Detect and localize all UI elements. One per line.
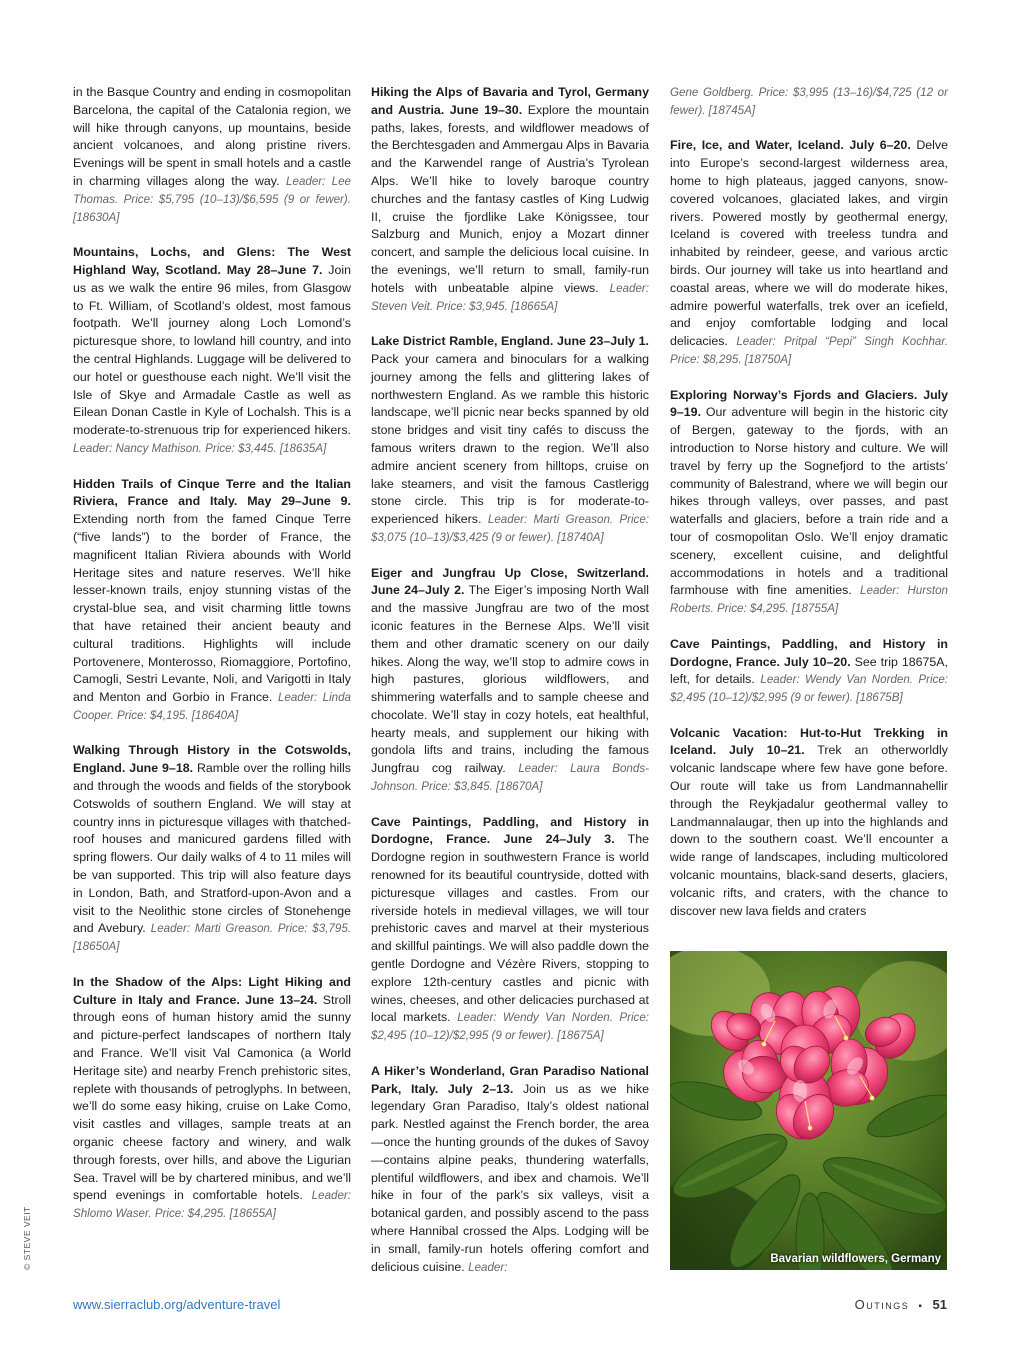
trip-entry bbox=[73, 84, 351, 226]
trip-entry bbox=[670, 137, 948, 368]
trip-title: Volcanic Vacation: Hut-to-Hut Trekking in Iceland. July 10–21. bbox=[670, 725, 948, 758]
trip-title: Cave Paintings, Paddling, and History in Dordogne, France. June 24–July 3. bbox=[371, 814, 649, 847]
page-number: 51 bbox=[932, 1297, 947, 1312]
trip-entry bbox=[670, 387, 948, 618]
trip-entry bbox=[371, 565, 649, 796]
trip-leader-price: Leader: Wendy Van Norden. Price: $2,495 (10–12)/$2,995 (9 or fewer). [18675A] bbox=[371, 1011, 649, 1043]
trip-leader-price: Leader: Marti Greason. Price: $3,795. [18650A] bbox=[73, 922, 351, 954]
trip-leader-price: Leader: Linda Cooper. Price: $4,195. [18640A] bbox=[73, 691, 351, 722]
trip-entry bbox=[371, 814, 649, 1045]
publication-name: Outings bbox=[854, 1297, 910, 1312]
photo-credit: © STEVE VEIT bbox=[22, 1206, 32, 1270]
trip-title: Hiking the Alps of Bavaria and Tyrol, Germany and Austria. June 19–30. bbox=[371, 85, 649, 117]
trip-description: Explore the mountain paths, lakes, forests, and wildflower meadows of the Berchtesgaden and Ammergau Alps in Bavaria and the Karwendel range of Austria’s Tyrolean Alps. We’ll hike to lovely baroque country churches and the fantasy castles of King Ludwig II, cruise the fjordlike Lake Königssee, tour Salzburg and Munich, enjoy a Mozart dinner concert, and sample the delicious local cuisine. In the evenings, we’ll return to small, family-run hotels with unbeatable alpine views. bbox=[371, 102, 649, 295]
trip-entry bbox=[371, 1063, 649, 1277]
trip-description: Join us as we hike legendary Gran Paradiso, Italy’s oldest national park. Nestled against the French border, the area—once the hunting grounds of the dukes of Savoy—contains alpine peaks, thundering waterfalls, plentiful wildflowers, and ibex and chamois. We’ll hike in four of the park’s six valleys, visit a botanical garden, and possibly ascend to the pass where Hannibal crossed the Alps. Lodging will be in small, family-run hotels offering comfort and delicious cuisine. bbox=[371, 1081, 649, 1274]
trip-description: Ramble over the rolling hills and through the woods and fields of the storybook Cotswolds of southern England. We will stay at country inns in picturesque villages with thatched-roof houses and manicured gardens filled with spring flowers. Our daily walks of 4 to 11 miles will be van supported. This trip will also feature days in London, Bath, and Stratford-upon-Avon and a visit to the Neolithic stone circles of Stonehenge and Avebury. bbox=[73, 761, 351, 936]
trip-title: Exploring Norway’s Fjords and Glaciers. July 9–19. bbox=[670, 387, 948, 420]
trip-leader-price: Leader: Lee Thomas. Price: $5,795 (10–13)/$6,595 (9 or fewer). [18630A] bbox=[73, 174, 351, 224]
trip-leader-price: Gene Goldberg. Price: $3,995 (13–16)/$4,725 (12 or fewer). [18745A] bbox=[670, 86, 948, 117]
trip-title: In the Shadow of the Alps: Light Hiking and Culture in Italy and France. June 13–24. bbox=[73, 974, 351, 1007]
trip-leader-price: Leader: Nancy Mathison. Price: $3,445. [18635A] bbox=[73, 441, 327, 455]
column-middle bbox=[371, 84, 649, 1276]
trip-entry bbox=[73, 974, 351, 1223]
trip-leader-price: Leader: Laura Bonds-Johnson. Price: $3,845. [18670A] bbox=[371, 762, 649, 794]
trip-title: Mountains, Lochs, and Glens: The West Highland Way, Scotland. May 28–June 7. bbox=[73, 245, 351, 277]
rhododendron-illustration bbox=[670, 951, 947, 1270]
footer-folio bbox=[855, 1297, 947, 1312]
trip-description: See trip 18675A, left, for details. bbox=[670, 654, 948, 687]
trip-entry bbox=[73, 476, 351, 725]
trip-leader-price: Leader: Marti Greason. Price: $3,075 (10–13)/$3,425 (9 or fewer). [18740A] bbox=[371, 513, 649, 544]
trip-description: Delve into Europe’s second-largest wilderness area, home to high plateaus, jagged canyons, snow-covered volcanoes, glaciated lakes, and virgin rivers. Powered mostly by geothermal energy, Iceland is covered with treeless tundra and inhabited by reindeer, geese, and various arctic birds. Our journey will take us into heartland and coastal areas, where we will do moderate hikes, admire powerful waterfalls, trek over an icefield, and enjoy comfortable lodging and local delicacies. bbox=[670, 138, 948, 349]
trip-entry bbox=[670, 725, 948, 921]
trip-description: in the Basque Country and ending in cosmopolitan Barcelona, the capital of the Catalonia region, we will hike through canyons, up mountains, beside ancient volcanoes, and along pristine rivers. Evenings will be spent in small hotels and a castle in charming villages along the way. bbox=[73, 85, 351, 188]
trip-description: The Dordogne region in southwestern France is world renowned for its beautiful countryside, dotted with picturesque villages and castles. From our riverside hotels in medieval villages, we will tour prehistoric caves and marvel at their mysterious and skillful paintings. We will also paddle down the gentle Dordogne and Vézère Rivers, stopping to explore 12th-century castles and picnic with wines, cheeses, and other delicacies purchased at local markets. bbox=[371, 832, 649, 1025]
trip-leader-price: Leader: bbox=[468, 1260, 508, 1274]
trip-leader-price: Leader: Wendy Van Norden. Price: $2,495 (10–12)/$2,995 (9 or fewer). [18675B] bbox=[670, 673, 948, 705]
column-left bbox=[73, 84, 351, 1223]
trip-title: Fire, Ice, and Water, Iceland. July 6–20. bbox=[670, 138, 911, 153]
trip-description: The Eiger’s imposing North Wall and the massive Jungfrau are two of the most iconic features in the Bernese Alps. We’ll visit them and other dramatic scenery on our daily hikes. Along the way, we’ll stop to admire cows in high pastures, glorious wildflowers, and shimmering waterfalls and to sample cheese and chocolate. We’ll stay in cozy hotels, eat healthful, hearty meals, and supplement our hiking with gondola lifts and trains, including the famous Jungfrau cog railway. bbox=[371, 583, 650, 776]
trip-description: Stroll through eons of human history amid the sunny and picture-perfect landscapes of northern Italy and France. We’ll visit Val Camonica (a World Heritage site) and nearby French prehistoric sites, replete with thousands of petroglyphs. In between, we’ll do some easy hiking, cruise on Lake Como, visit castles and villages, sample treats at an organic cheese factory and winery, and walk through forests, over hills, and above the Ligurian Sea. Travel will be by chartered minibus, and we’ll spend evenings in comfortable hotels. bbox=[73, 992, 351, 1203]
trip-title: Eiger and Jungfrau Up Close, Switzerland. June 24–July 2. bbox=[371, 565, 649, 598]
trip-description: Join us as we walk the entire 96 miles, from Glasgow to Ft. William, of Scotland’s oldest, most famous footpath. We’ll journey along Loch Lomond’s picturesque shore, to lowland hill country, and into the central Highlands. Luggage will be delivered to our hotel or guesthouse each night. We’ll visit the Isle of Skye and Armadale Castle as well as Eilean Donan Castle in Kyle of Lochalsh. This is a moderate-to-strenuous trip for experienced hikers. bbox=[73, 262, 351, 438]
trip-leader-price: Leader: Steven Veit. Price: $3,945. [18665A] bbox=[371, 281, 649, 313]
trip-title: Walking Through History in the Cotswolds, England. June 9–18. bbox=[73, 743, 351, 776]
trip-entry bbox=[371, 333, 649, 547]
trip-title: Hidden Trails of Cinque Terre and the Italian Riviera, France and Italy. May 29–June 9. bbox=[73, 476, 351, 509]
footer-url-link[interactable]: www.sierraclub.org/adventure-travel bbox=[73, 1297, 281, 1312]
trip-entry bbox=[73, 244, 351, 458]
folio-separator: ▪ bbox=[918, 1301, 924, 1312]
trip-description: Our adventure will begin in the historic city of Bergen, gateway to the fjords, with an introduction to Norse history and culture. We will travel by ferry up the Sognefjord to the artists’ community of Balestrand, where we will begin our hikes through valleys, over passes, and past waterfalls and glaciers, before a train ride and a tour of cosmopolitan Oslo. We’ll enjoy dramatic scenery, excellent cuisine, and delightful accommodations in hotels and a traditional farmhouse with fine amenities. bbox=[670, 405, 948, 598]
trip-title: Lake District Ramble, England. June 23–July 1. bbox=[371, 334, 649, 349]
trip-description: Trek an otherworldly volcanic landscape where few have gone before. Our route will take us from Landmannahellir through the Reykjadalur geothermal valley to Landmannalaugar, then up into the highlands and down to the southern coast. We’ll encounter a wide range of landscapes, including multicolored volcanic mountains, black-sand deserts, glaciers, volcanic rifts, and craters, with the chance to discover new lava fields and craters bbox=[670, 743, 948, 918]
photo-caption: Bavarian wildflowers, Germany bbox=[770, 1253, 941, 1265]
column-right bbox=[670, 84, 948, 920]
trip-description: Pack your camera and binoculars for a walking journey among the fells and glittering lakes of northwestern England. As we ramble this historic landscape, we’ll picnic near becks spanned by old stone bridges and visit tiny cafés to discuss the famous writers drawn to the region. We’ll also admire ancient scenery from hilltops, cruise on lake steamers, and visit the famous Castlerigg stone circle. This trip is for moderate-to-experienced hikers. bbox=[371, 351, 649, 527]
trip-entry-continued bbox=[670, 84, 948, 120]
trip-leader-price: Leader: Hurston Roberts. Price: $4,295. [18755A] bbox=[670, 584, 948, 616]
trip-entry bbox=[73, 742, 351, 956]
trip-leader-price: Leader: Pritpal “Pepi” Singh Kochhar. Price: $8,295. [18750A] bbox=[670, 335, 948, 366]
trip-title: Cave Paintings, Paddling, and History in Dordogne, France. July 10–20. bbox=[670, 636, 948, 669]
trip-entry bbox=[371, 84, 649, 315]
trip-entry bbox=[670, 636, 948, 707]
trip-description: Extending north from the famed Cinque Terre (“five lands”) to the border of France, the magnificent Italian Riviera abounds with World Heritage sites and nature reserves. We’ll hike lesser-known trails, enjoy stunning vistas of the crystal-blue sea, and visit charming little towns that have retained their ancient beauty and cultural traditions. Highlights will include Portovenere, Monterosso, Riomaggiore, Portofino, Camogli, Sestri Levante, Noli, and Varigotti in Italy and Menton and Gorbio in France. bbox=[73, 512, 351, 705]
trip-leader-price: Leader: Shlomo Waser. Price: $4,295. [18655A] bbox=[73, 1189, 351, 1221]
flower-photo bbox=[670, 951, 947, 1270]
trip-title: A Hiker’s Wonderland, Gran Paradiso National Park, Italy. July 2–13. bbox=[371, 1063, 649, 1096]
